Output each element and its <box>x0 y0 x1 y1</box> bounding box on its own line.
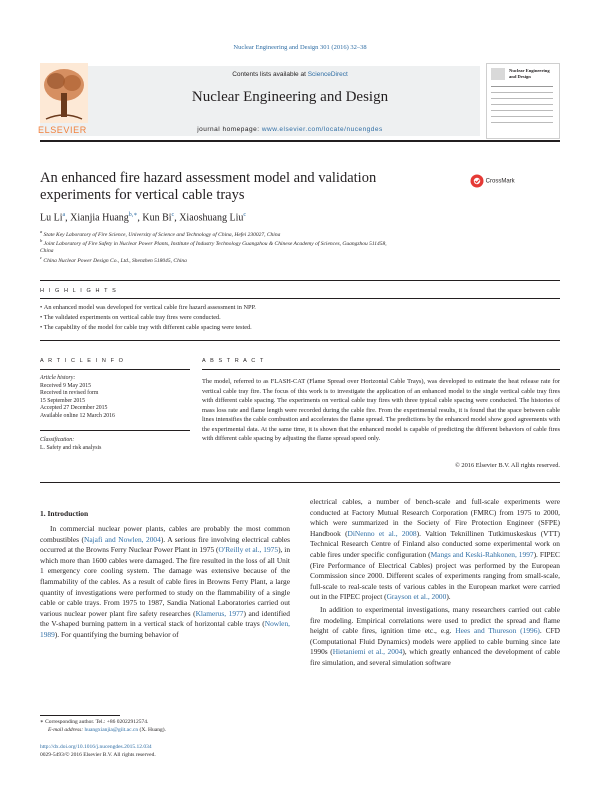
issn-copyright: 0029-5493/© 2016 Elsevier B.V. All rights reserved. <box>40 752 156 758</box>
citation-link[interactable]: Grayson et al., 2000 <box>386 592 447 602</box>
introduction-heading: 1. Introduction <box>40 509 89 518</box>
doi-link[interactable]: http://dx.doi.org/10.1016/j.nucengdes.2015.12.034 <box>40 744 152 750</box>
footnote-rule <box>40 715 120 716</box>
crossmark-icon <box>470 174 484 188</box>
contents-available-line: Contents lists available at ScienceDirect <box>232 71 348 78</box>
elsevier-tree-logo <box>40 63 88 129</box>
article-info-heading: A R T I C L E I N F O <box>40 358 125 364</box>
citation-link[interactable]: O'Reilly et al., 1975 <box>218 545 279 555</box>
journal-title: Nuclear Engineering and Design <box>191 89 389 105</box>
email-link[interactable]: huangxianjia@giit.ac.cn <box>84 727 139 733</box>
journal-cover-thumbnail <box>486 63 560 139</box>
divider <box>202 369 560 370</box>
author-name[interactable]: Kun Bi <box>142 212 172 224</box>
divider <box>40 298 560 299</box>
author-name[interactable]: Xiaoshuang Liu <box>179 212 244 224</box>
citation-link[interactable]: Klamerus, 1977 <box>195 608 244 618</box>
abstract-copyright: © 2016 Elsevier B.V. All rights reserved. <box>454 462 560 469</box>
divider <box>40 430 190 431</box>
citation-link[interactable]: Nowlen, 1989 <box>40 619 290 639</box>
affiliation-b: $^b$ Joint Laboratory of Fire Safety in Nuclear Power Plants, Institute of Industry Technology Guangzhou & Chinese Academy of Sciences, Guangzhou 511458, China <box>40 238 387 255</box>
citation-link[interactable]: Mangs and Keski-Rahkonen, 1997 <box>430 549 534 559</box>
author-list: Lu Li$^a$, Xianjia Huang$^{b,∗}$, Kun Bi$^c$, Xiaoshuang Liu$^c$ <box>40 212 247 224</box>
highlights-heading: H I G H L I G H T S <box>40 288 118 294</box>
divider <box>40 482 560 483</box>
abstract-heading: A B S T R A C T <box>202 358 265 364</box>
highlight-item: • The validated experiments on vertical cable tray fires were conducted. <box>40 314 221 321</box>
citation-link[interactable]: Hietaniemi et al., 2004 <box>332 647 403 657</box>
crossmark-badge[interactable] <box>470 174 515 188</box>
journal-homepage-line: journal homepage: www.elsevier.com/locate/nucengdes <box>197 126 383 133</box>
author-name[interactable]: Xianjia Huang <box>70 212 129 224</box>
article-history: Article history: Received 9 May 2015 Received in revised form 15 September 2015 Accepted 27 December 2015 Available online 12 March 2016 <box>40 375 115 419</box>
header-rule <box>40 140 560 142</box>
cover-logo-block <box>491 68 505 80</box>
classification: Classification: L. Safety and risk analysis <box>40 437 102 451</box>
citation-link[interactable]: Hees and Thureson (1996) <box>455 626 540 636</box>
highlight-item: • The capability of the model for cable tray with different cable spacing were tested. <box>40 324 252 331</box>
paper-title: An enhanced fire hazard assessment model and validation experiments for vertical cable trays <box>40 170 377 203</box>
citation-link[interactable]: Najafi and Nowlen, 2004 <box>84 534 161 544</box>
corresponding-author-note: ∗ Corresponding author. Tel.: +86 02022912574. <box>40 719 149 725</box>
sciencedirect-link[interactable]: ScienceDirect <box>307 71 348 78</box>
intro-paragraph: In addition to experimental investigations, many researchers carried out cable fire modeling. Empirical correlations were used to predict the spread and flame height of cable fires, ignition time etc., e.g. Hees and Thureson (1996). CFD (Computational Fluid Dynamics) models were applied to cable burning since late 1990s (Hietaniemi et al., 2004), which greatly enhanced the development of cable fire simulation, and several simulation software <box>310 604 560 667</box>
highlight-item: • An enhanced model was developed for vertical cable fire hazard assessment in NPP. <box>40 304 256 311</box>
affiliation-a: $^a$ State Key Laboratory of Fire Science, University of Science and Technology of China, Hefei 230027, China <box>40 229 281 238</box>
intro-paragraph: electrical cables, a number of bench-scale and full-scale experiments were conducted at Factory Mutual Research Corporation (FMRC) from 1975 to 2000, which were summarized in the Society of Fire Protection Engineer (SFPE) Handbook (DiNenno et al., 2008). Valtion Teknillinen Tutkimuskeskus (VTT) Technical Research Centre of Finland also conducted some experimental work on cable fires under specific configuration (Mangs and Keski-Rahkonen, 1997). FIPEC (Fire Performance of Electrical Cables) project was performed by the European Commission since 2000. Different scales of experiments ranging from small-scale, full-scale to real-scale tests of various cables in the European market were carried out in the FIPEC project (Grayson et al., 2000). <box>310 497 560 602</box>
journal-homepage-link[interactable]: www.elsevier.com/locate/nucengdes <box>261 126 383 133</box>
elsevier-wordmark: ELSEVIER <box>38 125 87 135</box>
divider <box>40 340 560 341</box>
affiliation-c: $^c$ China Nuclear Power Design Co., Ltd., Shenzhen 518045, China <box>40 255 187 264</box>
citation-link[interactable]: DiNenno et al., 2008 <box>347 528 417 538</box>
divider <box>40 369 190 370</box>
crossmark-label: CrossMark <box>485 178 515 185</box>
author-name[interactable]: Lu Li <box>40 212 63 224</box>
email-note: E-mail address: huangxianjia@giit.ac.cn (X. Huang). <box>48 727 166 733</box>
intro-paragraph: In commercial nuclear power plants, cables are probably the most common combustibles (Najafi and Nowlen, 2004). A serious fire involving electrical cables occurred at the Browns Ferry Nuclear Power Plant in 1975 (O'Reilly et al., 1975), in which more than 1600 cables were damaged. The fire resulted in the loss of all Unit 1 emergency core cooling system. The damage was extensive because of the flammability of the cables. As a result of cable fires in Browns Ferry Plant, a large quantity of investigations were performed to study on the flammability of a single cable or cable trays. From 1975 to 1987, Sandia National Laboratories carried out various nuclear power plant fire safety researches (Klamerus, 1977) and identified the V-shaped burning pattern in a vertical stack of horizontal cable trays (Nowlen, 1989). For quantifying the burning behavior of <box>40 524 291 639</box>
cover-title: Nuclear Engineering and Design <box>509 68 550 79</box>
abstract-text: The model, referred to as FLASH-CAT (Flame Spread over Horizontal Cable Trays), was developed to estimate the heat release rate for vertical cable tray fire. The focus of this work is to investigate the application of an enhanced model to the single vertical cable tray fires with different cable spacing. The experiments on vertical cable tray fires with three typical cable spacing were conducted. The histories of mass loss rate and flame length were recorded during the cable fire. From the experimental results, it is found that the space between cable lines intensifies the cable combustion and accelerates the flame spread. The predictions by the enhanced model show good agreements with the experimental data. At the same time, it is shown that the enhanced model is capable of predicting the different behaviors of cable fires with different cable spacing by adjusting the flame spread speed only. <box>202 378 560 442</box>
intro-right-column <box>310 497 560 669</box>
divider <box>40 280 560 281</box>
intro-left-column <box>40 524 290 641</box>
journal-reference[interactable]: Nuclear Engineering and Design 301 (2016) 32–38 <box>233 44 367 51</box>
